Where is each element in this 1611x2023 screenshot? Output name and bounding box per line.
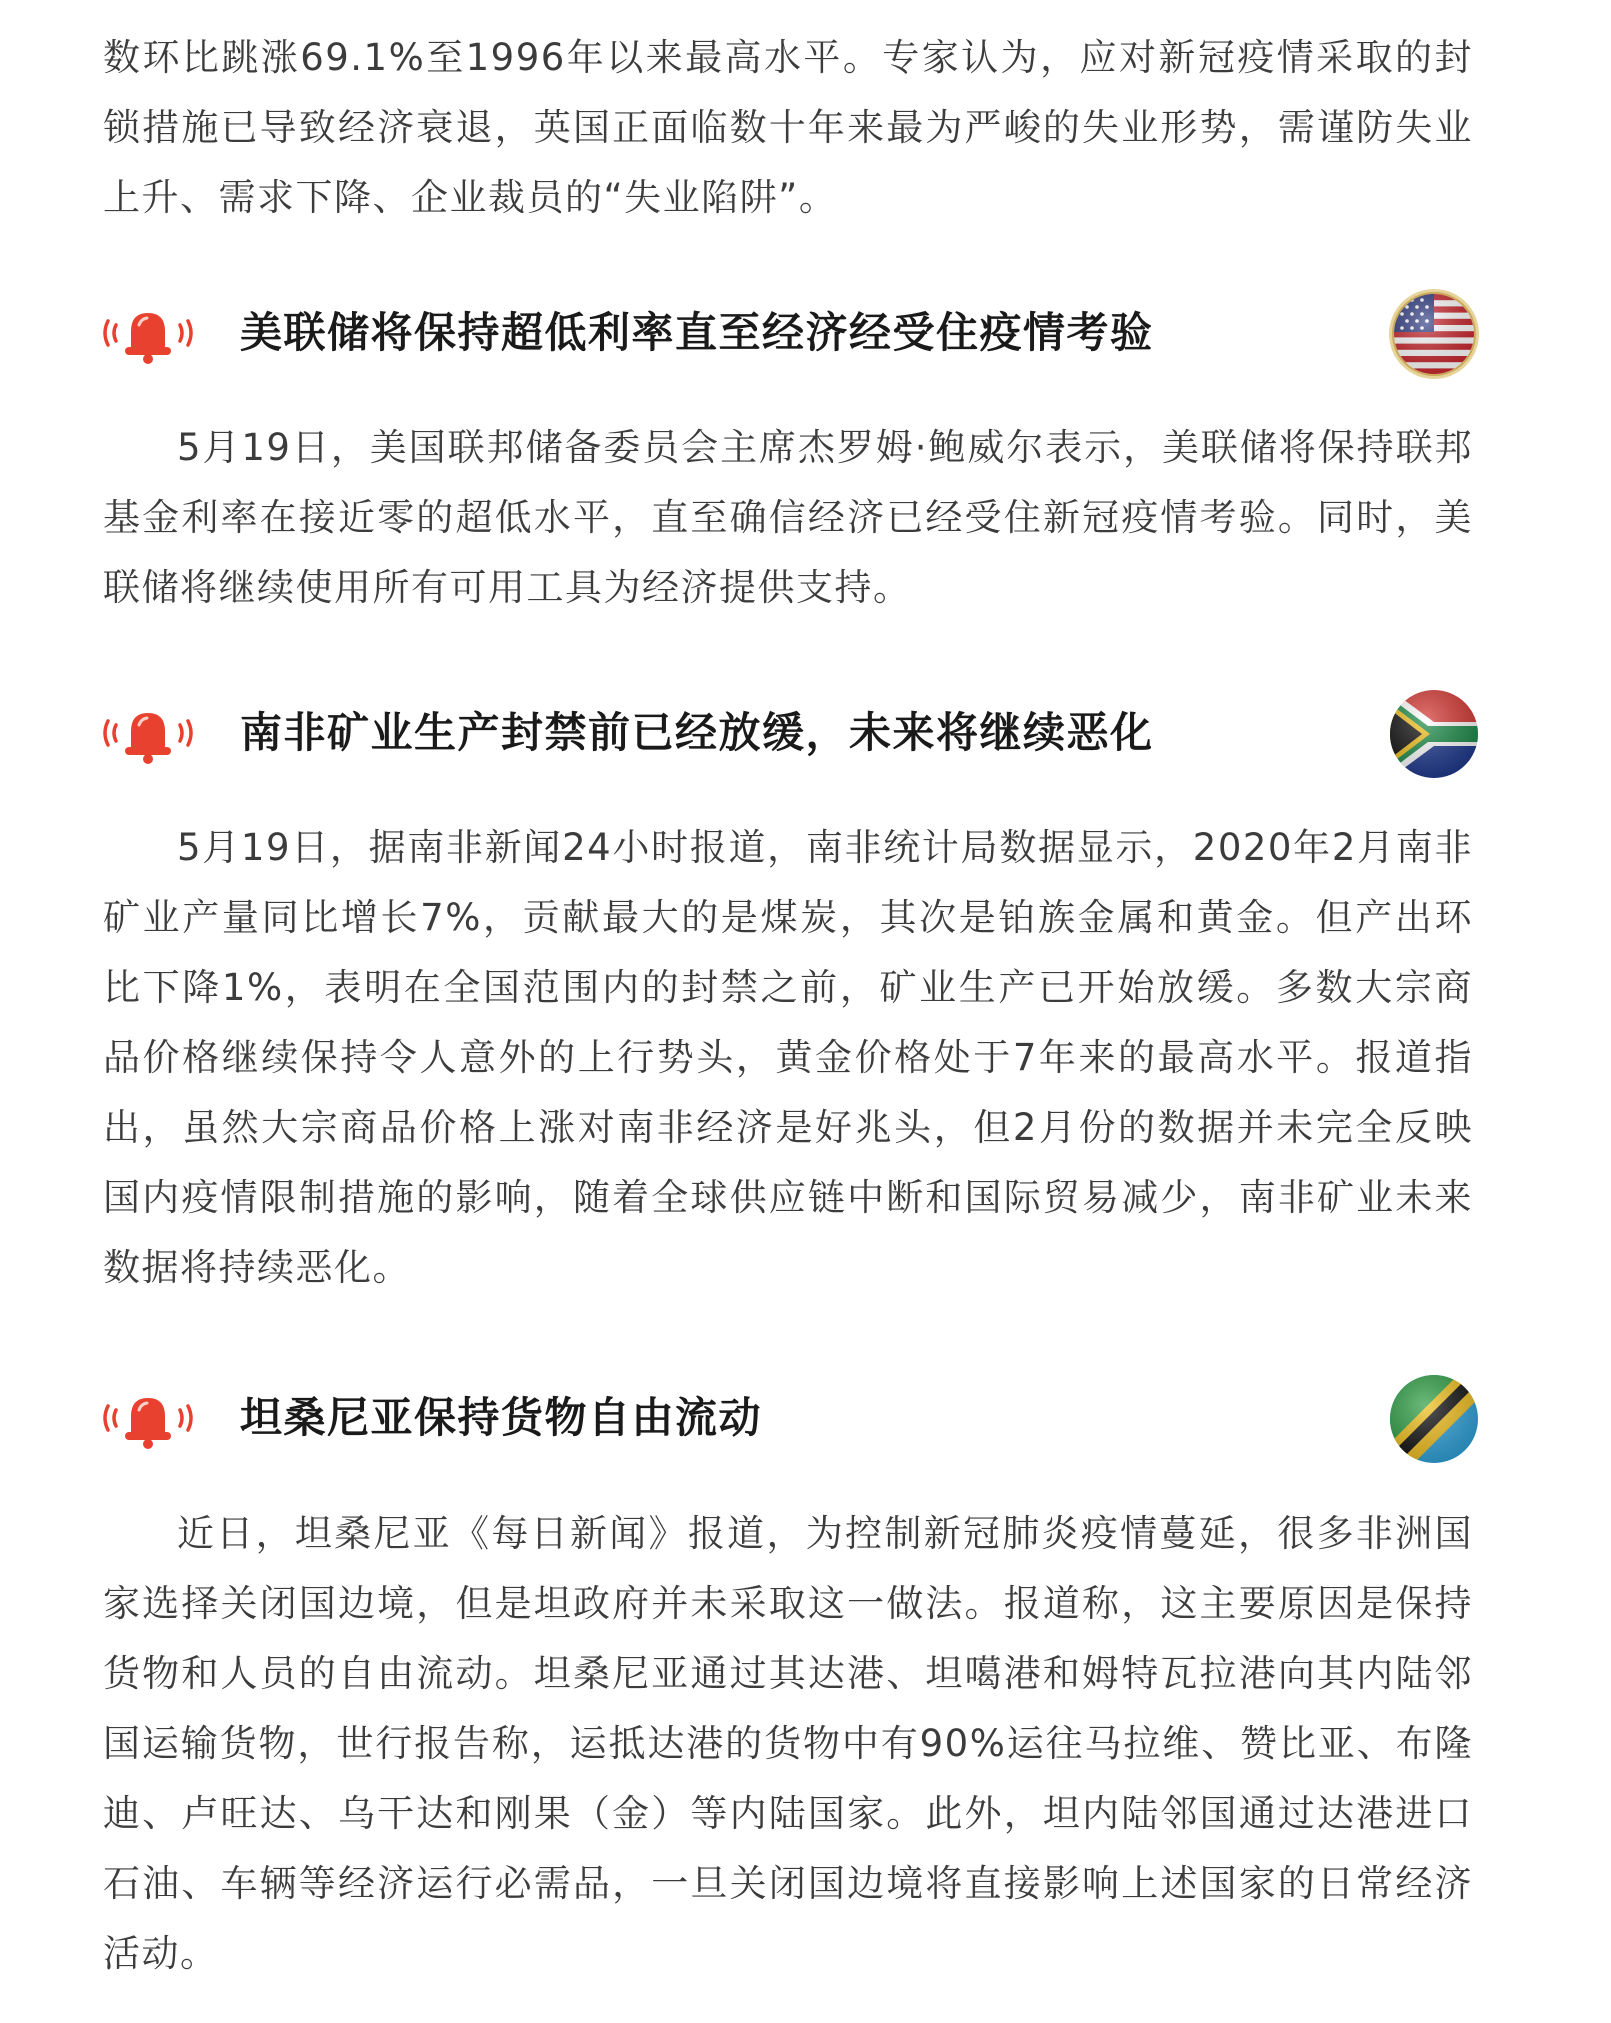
section-body-tanzania: 近日，坦桑尼亚《每日新闻》报道，为控制新冠肺炎疫情蔓延，很多非洲国家选择关闭国边境，但是坦政府并未采取这一做法。报道称，这主要原因是保持货物和人员的自由流动。坦桑尼亚通过其达港、坦噶港和姆特瓦拉港向其内陆邻国运输货物，世行报告称，运抵达港的货物中有90%运往马拉维、赞比亚、布隆迪、卢旺达、乌干达和刚果（金）等内陆国家。此外，坦内陆邻国通过达港进口石油、车辆等经济运行必需品，一旦关闭国边境将直接影响上述国家的日常经济活动。 — [103, 1512, 1473, 1975]
section-title: 南非矿业生产封禁前已经放缓，未来将继续恶化 — [240, 708, 1154, 757]
section-body-fed: 5月19日，美国联邦储备委员会主席杰罗姆·鲍威尔表示，美联储将保持联邦基金利率在接近零的超低水平，直至确信经济已经受住新冠疫情考验。同时，美联储将继续使用所有可用工具为经济提供支持。 — [103, 426, 1473, 609]
section-body-south-africa: 5月19日，据南非新闻24小时报道，南非统计局数据显示，2020年2月南非矿业产量同比增长7%，贡献最大的是煤炭，其次是铂族金属和黄金。但产出环比下降1%，表明在全国范围内的封禁之前，矿业生产已开始放缓。多数大宗商品价格继续保持令人意外的上行势头，黄金价格处于7年来的最高水平。报道指出，虽然大宗商品价格上涨对南非经济是好兆头，但2月份的数据并未完全反映国内疫情限制措施的影响，随着全球供应链中断和国际贸易减少，南非矿业未来数据将持续恶化。 — [103, 826, 1473, 1289]
us-flag-icon — [1388, 288, 1480, 380]
tanzania-flag-icon — [1388, 1373, 1480, 1465]
section-header-tanzania — [100, 1368, 1480, 1468]
section-header-south-africa — [100, 683, 1480, 783]
section-title: 坦桑尼亚保持货物自由流动 — [240, 1393, 763, 1442]
section-title: 美联储将保持超低利率直至经济经受住疫情考验 — [240, 308, 1154, 357]
south-africa-flag-icon — [1388, 688, 1480, 780]
section-header-fed — [100, 283, 1480, 383]
intro-paragraph: 数环比跳涨69.1%至1996年以来最高水平。专家认为，应对新冠疫情采取的封锁措施已导致经济衰退，英国正面临数十年来最为严峻的失业形势，需谨防失业上升、需求下降、企业裁员的“失业陷阱”。 — [103, 36, 1473, 219]
alarm-bell-icon — [100, 301, 196, 365]
alarm-bell-icon — [100, 701, 196, 765]
alarm-bell-icon — [100, 1386, 196, 1450]
